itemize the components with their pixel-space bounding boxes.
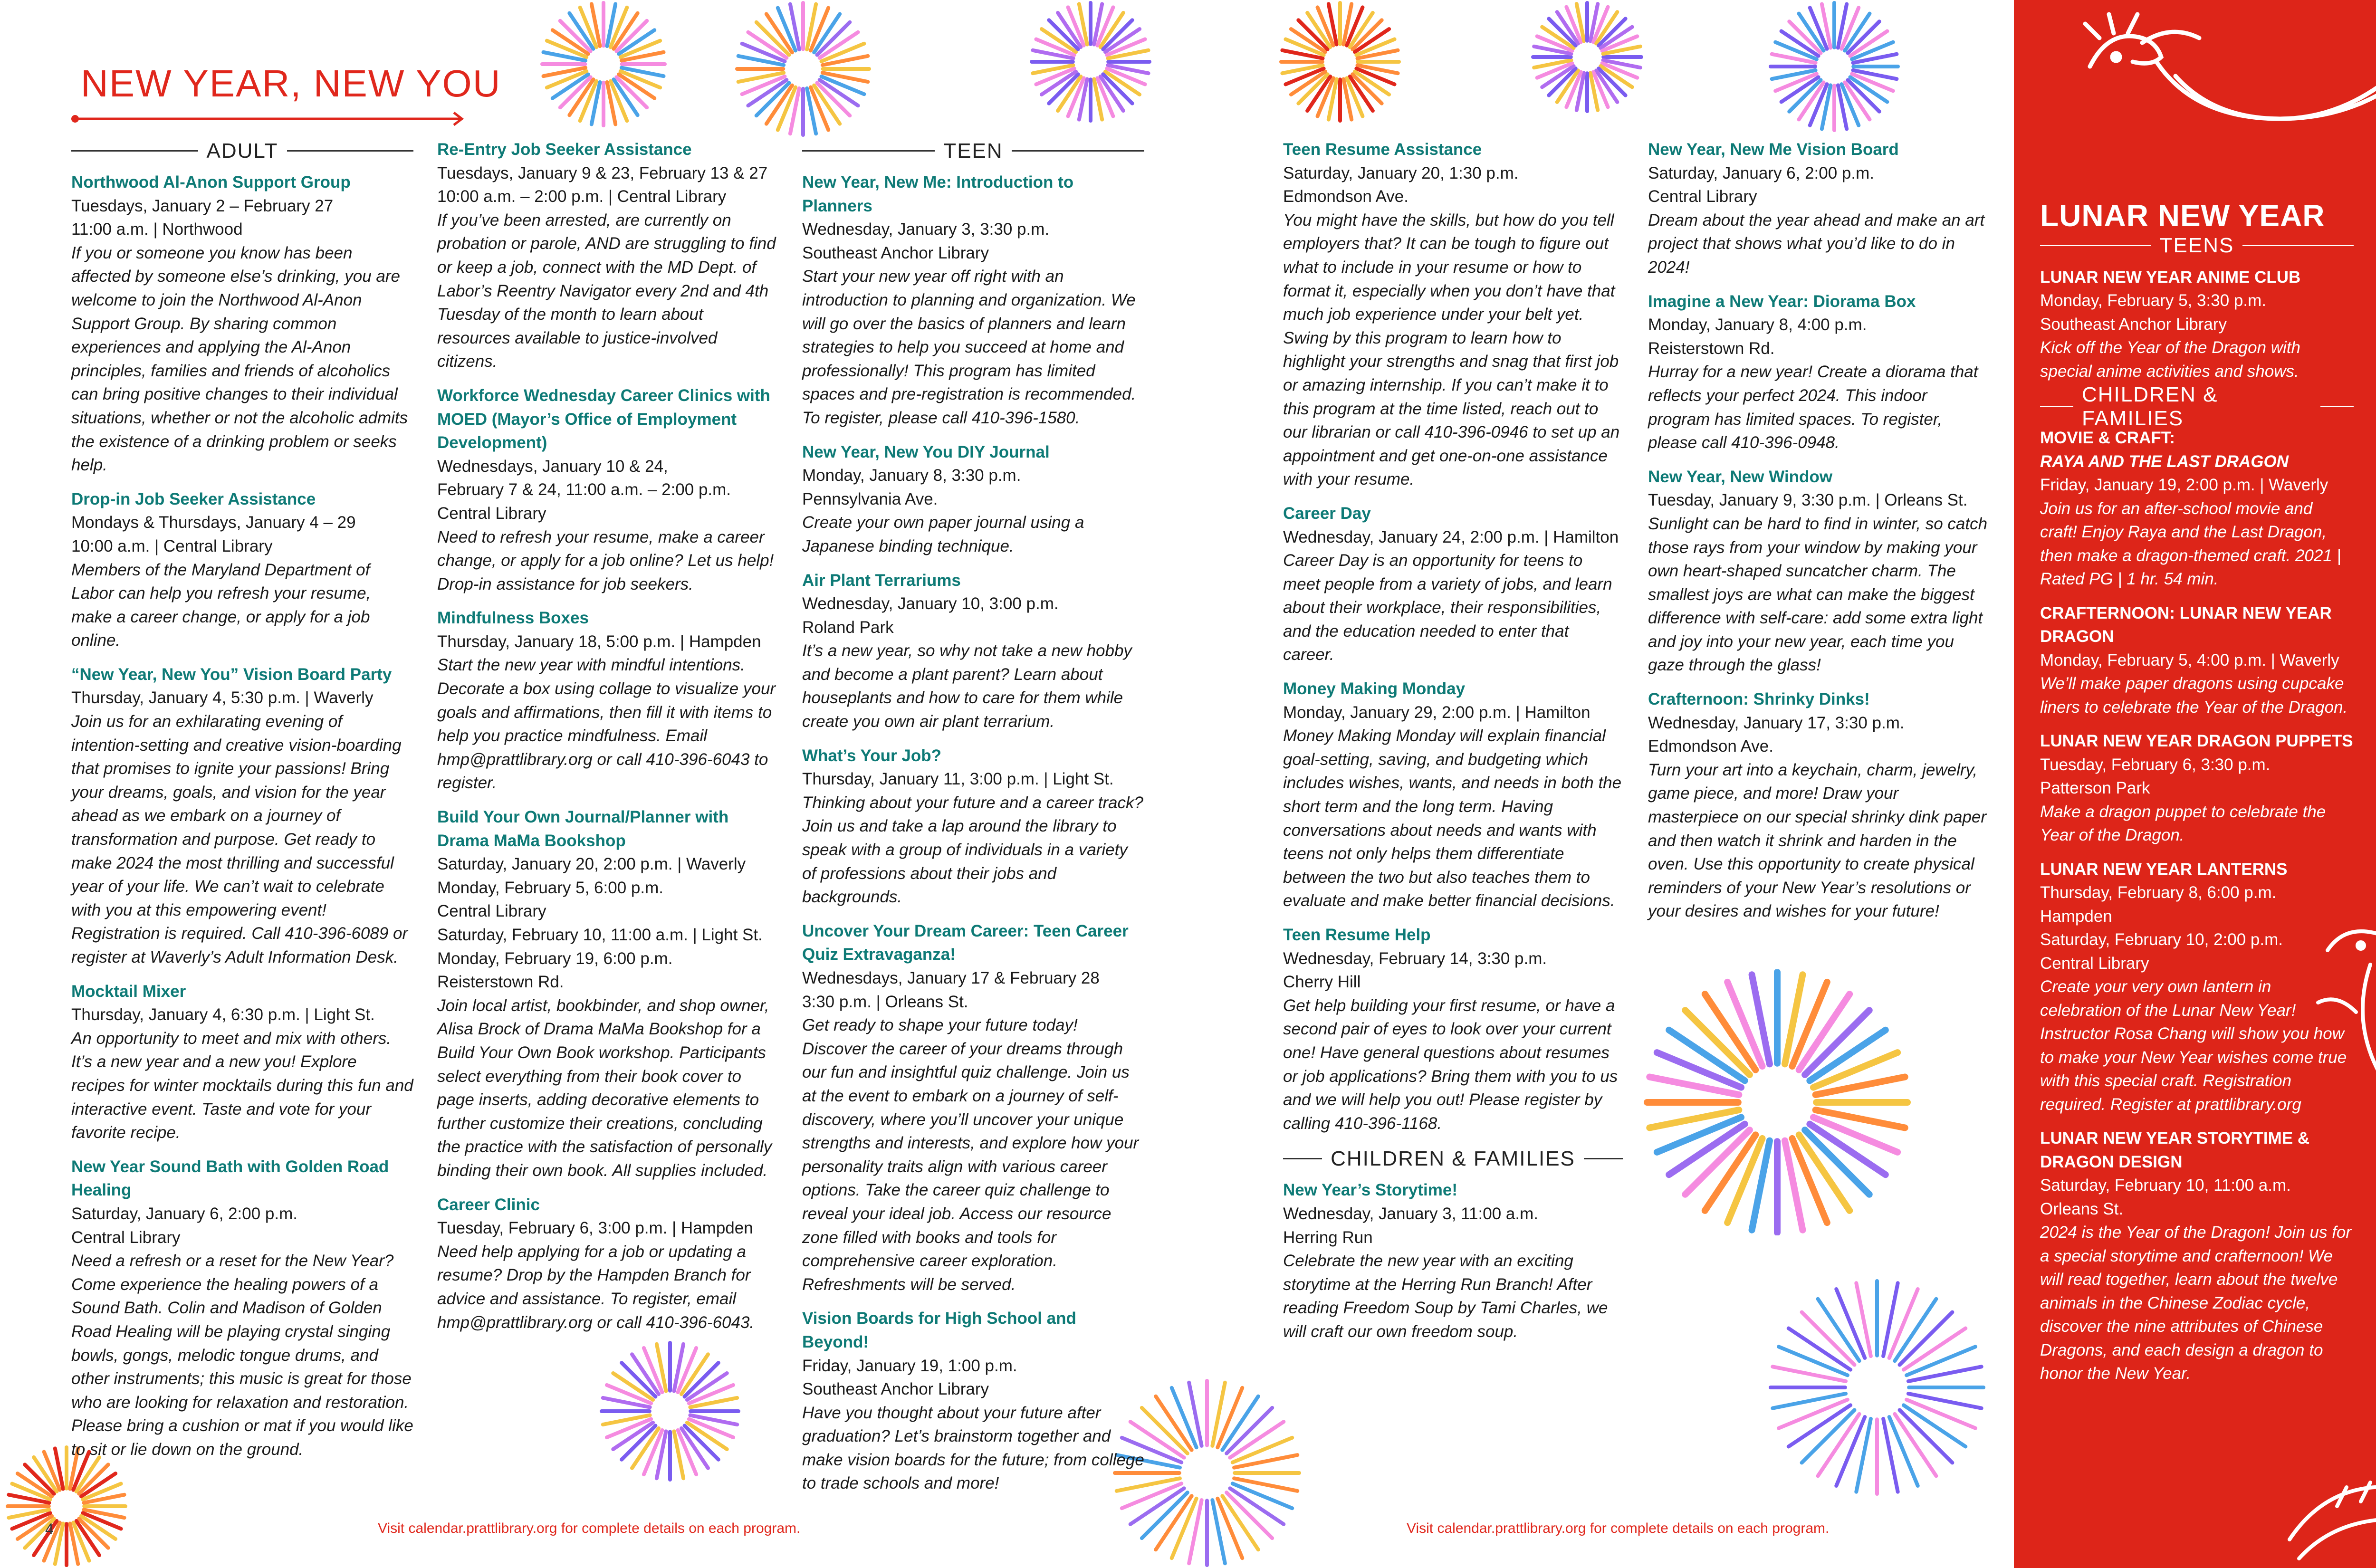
event-detail: 10:00 a.m. | Central Library <box>71 536 273 555</box>
firework-icon <box>599 1340 741 1482</box>
event-item <box>437 384 779 596</box>
event-detail: Mondays & Thursdays, January 4 – 29 <box>71 513 356 532</box>
event-item <box>71 980 413 1145</box>
event-description: Need to refresh your resume, make a career change, or apply for a job online? Let us help! Drop-in assistance for job seekers. <box>437 527 774 593</box>
event-item <box>802 171 1144 430</box>
event-title[interactable]: New Year, New Me: Introduction to Planners <box>802 173 1074 215</box>
event-detail: Wednesday, January 3, 11:00 a.m. <box>1283 1204 1538 1223</box>
event-title[interactable]: Crafternoon: Shrinky Dinks! <box>1648 690 1870 709</box>
lunar-new-year-panel <box>2014 0 2376 1568</box>
column-teen-1 <box>802 138 1144 1506</box>
event-title[interactable]: Teen Resume Assistance <box>1283 140 1482 159</box>
event-detail: Wednesday, January 3, 3:30 p.m. <box>802 220 1050 239</box>
event-description: Members of the Maryland Department of Labor can help you refresh your resume, make a career change, or apply for a job online. <box>71 560 371 650</box>
firework-icon <box>1245 0 1435 124</box>
event-title[interactable]: What’s Your Job? <box>802 746 941 765</box>
event-item <box>1283 677 1623 913</box>
event-item <box>1648 290 1988 455</box>
arrow-icon <box>71 112 466 126</box>
event-detail: Tuesday, February 6, 3:00 p.m. | Hampden <box>437 1219 753 1238</box>
event-title[interactable]: Career Day <box>1283 504 1371 523</box>
event-detail: Wednesdays, January 17 & February 28 <box>802 969 1100 987</box>
event-detail: Hampden <box>2040 907 2112 926</box>
event-detail: Monday, January 8, 4:00 p.m. <box>1648 316 1867 335</box>
event-detail: Saturday, February 10, 2:00 p.m. <box>2040 930 2283 949</box>
event-detail: Monday, February 5, 6:00 p.m. <box>437 878 663 897</box>
event-description: Get help building your first resume, or have a second pair of eyes to look over your current one! Have general questions about resumes or job applications? Bring them with you to us and we will help you out! Please register by calling 410-396-1168. <box>1283 996 1618 1133</box>
column-adult-1 <box>71 138 413 1472</box>
event-item <box>2040 1127 2354 1386</box>
event-description: An opportunity to meet and mix with others. It’s a new year and a new you! Explore recipes for winter mocktails during this fun and interactive event. Taste and vote for your favorite recipe. <box>71 1029 413 1142</box>
event-title[interactable]: New Year, New You DIY Journal <box>802 442 1050 461</box>
event-detail: Reisterstown Rd. <box>1648 339 1775 358</box>
section-label: TEENS <box>2159 234 2234 258</box>
event-description: Career Day is an opportunity for teens to meet people from a variety of jobs, and learn about their workplace, their responsibilities, and the education needed to enter that career. <box>1283 551 1612 664</box>
event-detail: Tuesdays, January 9 & 23, February 13 & 27 <box>437 163 768 182</box>
event-description: Create your own paper journal using a Japanese binding technique. <box>802 513 1084 555</box>
event-detail: 3:30 p.m. | Orleans St. <box>802 992 968 1011</box>
dragon-icon <box>2280 1463 2376 1568</box>
event-detail: Edmondson Ave. <box>1648 737 1773 756</box>
event-item <box>1283 1178 1623 1343</box>
event-detail: Central Library <box>71 1228 181 1247</box>
event-detail: Central Library <box>437 504 546 523</box>
firework-icon <box>1012 0 1169 124</box>
event-title[interactable]: Workforce Wednesday Career Clinics with MOED (Mayor’s Office of Employment Development) <box>437 386 770 452</box>
page-title: NEW YEAR, NEW YOU <box>81 62 501 105</box>
event-detail: Monday, February 5, 4:00 p.m. | Waverly <box>2040 650 2339 669</box>
event-title[interactable]: New Year Sound Bath with Golden Road Healing <box>71 1157 389 1200</box>
event-description: Need help applying for a job or updating a resume? Drop by the Hampden Branch for advice and assistance. To register, email hmp@prattlibrary.org or call 410-396-6043. <box>437 1242 755 1332</box>
event-description: Hurray for a new year! Create a diorama that reflects your perfect 2024. This indoor program has limited spaces. To register, please call 410-396-0948. <box>1648 363 1978 452</box>
event-description: Join us for an after-school movie and craft! Enjoy Raya and the Last Dragon, then make a dragon-themed craft. 2021 | Rated PG | 1 hr. 54 min. <box>2040 499 2341 588</box>
event-title[interactable]: LUNAR NEW YEAR STORYTIME & DRAGON DESIGN <box>2040 1129 2310 1171</box>
lunar-content <box>2040 199 2354 1396</box>
event-item <box>437 805 779 1183</box>
event-title[interactable]: Build Your Own Journal/Planner with Drama MaMa Bookshop <box>437 808 729 850</box>
event-detail: Saturday, January 6, 2:00 p.m. <box>1648 163 1875 182</box>
firework-icon <box>713 0 893 138</box>
event-description: Start the new year with mindful intentions. Decorate a box using collage to visualize your goals and affirmations, then fill it with items to help you practice mindfulness. Email hmp@prattlibrary.org or call 410-396-6043 to register. <box>437 656 776 793</box>
event-detail: Southeast Anchor Library <box>802 243 989 262</box>
event-detail: Central Library <box>1648 187 1757 206</box>
event-title[interactable]: Drop-in Job Seeker Assistance <box>71 489 316 508</box>
event-item <box>71 488 413 652</box>
event-item <box>2040 602 2354 719</box>
event-title[interactable]: “New Year, New You” Vision Board Party <box>71 665 392 684</box>
event-detail: Thursday, January 18, 5:00 p.m. | Hampden <box>437 632 761 651</box>
event-detail: Tuesday, February 6, 3:30 p.m. <box>2040 755 2271 774</box>
event-title[interactable]: New Year, New Me Vision Board <box>1648 140 1899 159</box>
event-detail: Herring Run <box>1283 1228 1373 1247</box>
event-item <box>1283 138 1623 491</box>
event-description: Turn your art into a keychain, charm, jewelry, game piece, and more! Draw your masterpiece on our special shrinky dink paper and then watch it shrink and harden in the oven. Use this opportunity to create physical reminders of your New Year’s resolutions or your desires and wishes for your future! <box>1648 760 1987 921</box>
column-teen-2 <box>1283 138 1623 1354</box>
event-detail: 10:00 a.m. – 2:00 p.m. | Central Library <box>437 187 727 206</box>
dragon-icon <box>2071 10 2376 181</box>
event-description: Money Making Monday will explain financial goal-setting, saving, and budgeting which includes wishes, wants, and needs in both the short term and the long term. Having conversations about needs and wants with teens not only helps them differentiate between the two but also teaches them to evaluate and make better financial decisions. <box>1283 727 1622 910</box>
event-detail: Friday, January 19, 1:00 p.m. <box>802 1356 1017 1375</box>
section-header-teens <box>2040 233 2354 259</box>
event-description: Kick off the Year of the Dragon with special anime activities and shows. <box>2040 338 2301 381</box>
event-item <box>437 606 779 795</box>
event-title[interactable]: Vision Boards for High School and Beyond! <box>802 1309 1076 1351</box>
event-description: Make a dragon puppet to celebrate the Year of the Dragon. <box>2040 802 2326 844</box>
event-detail: Central Library <box>2040 954 2149 973</box>
event-item <box>1283 923 1623 1135</box>
event-description: It’s a new year, so why not take a new hobby and become a plant parent? Learn about houseplants and how to care for them while create you own air plant terrarium. <box>802 641 1132 731</box>
event-detail: Monday, January 8, 3:30 p.m. <box>802 466 1021 485</box>
event-description: If you or someone you know has been affected by someone else’s drinking, you are welcome to join the Northwood Al-Anon Support Group. By sharing common experiences and applying the Al-Anon principles, families and friends of alcoholics can bring positive changes to their individual situations, whether or not the alcoholic admits the existence of a drinking problem or seeks help. <box>71 243 408 475</box>
event-detail: Thursday, January 4, 5:30 p.m. | Waverly <box>71 688 374 708</box>
event-detail: Saturday, January 20, 1:30 p.m. <box>1283 163 1519 182</box>
event-title[interactable]: Air Plant Terrariums <box>802 571 961 590</box>
event-item <box>71 1155 413 1462</box>
event-detail: Orleans St. <box>2040 1199 2124 1218</box>
event-title[interactable]: New Year’s Storytime! <box>1283 1181 1458 1200</box>
event-title[interactable]: Imagine a New Year: Diorama Box <box>1648 292 1916 311</box>
event-item <box>1283 502 1623 667</box>
event-title[interactable]: LUNAR NEW YEAR LANTERNS <box>2040 860 2288 879</box>
event-description: Sunlight can be hard to find in winter, so catch those rays from your window by making your own heart-shaped suncatcher charm. The smallest joys are what can make the biggest difference with self-care: add some extra light and joy into your new year, each time you gaze through the glass! <box>1648 514 1988 675</box>
firework-icon <box>1768 1273 1986 1501</box>
event-title[interactable]: Money Making Monday <box>1283 679 1466 698</box>
firework-icon <box>1521 0 1654 114</box>
event-detail: Cherry Hill <box>1283 973 1361 992</box>
event-title[interactable]: Uncover Your Dream Career: Teen Career Quiz Extravaganza! <box>802 921 1129 964</box>
section-header-children <box>2040 383 2354 430</box>
lunar-heading: LUNAR NEW YEAR <box>2040 199 2325 233</box>
event-detail: Friday, January 19, 2:00 p.m. | Waverly <box>2040 476 2328 494</box>
event-detail: Monday, January 29, 2:00 p.m. | Hamilton <box>1283 703 1590 722</box>
event-detail: Thursday, January 4, 6:30 p.m. | Light St. <box>71 1005 375 1024</box>
event-detail: Southeast Anchor Library <box>2040 315 2227 334</box>
event-detail: Monday, February 5, 3:30 p.m. <box>2040 291 2266 310</box>
event-description: Dream about the year ahead and make an art project that shows what you’d like to do in 2024! <box>1648 210 1985 277</box>
event-item <box>2040 729 2354 847</box>
event-description: Get ready to shape your future today! Discover the career of your dreams through our fun and insightful quiz challenge. Join us at the event to embark on a journey of self-discovery, where you’ll uncover your unique strengths and interests, and explore how your personality traits align with various career options. Take the career quiz challenge to reveal your ideal job. Access our resource zone filled with books and tools for comprehensive career exploration. Refreshments will be served. <box>802 1016 1139 1294</box>
event-detail: Wednesday, February 14, 3:30 p.m. <box>1283 949 1547 968</box>
event-title[interactable]: MOVIE & CRAFT: <box>2040 429 2175 447</box>
event-title[interactable]: LUNAR NEW YEAR DRAGON PUPPETS <box>2040 732 2353 750</box>
section-label: CHILDREN & FAMILIES <box>2082 383 2218 430</box>
event-description: If you’ve been arrested, are currently on probation or parole, AND are struggling to find or keep a job, connect with the MD Dept. of Labor’s Reentry Navigator every 2nd and 4th Tuesday of the month to learn about resources available to justice-involved citizens. <box>437 210 776 371</box>
section-header-teen <box>802 138 1144 164</box>
event-item <box>2040 426 2354 591</box>
event-description: Thinking about your future and a career track? Join us and take a lap around the library to speak with a group of individuals in a variety of professions about their jobs and backgrounds. <box>802 793 1143 907</box>
event-item <box>71 171 413 477</box>
footer-link-right[interactable]: Visit calendar.prattlibrary.org for complete details on each program. <box>1407 1520 1830 1536</box>
event-item <box>802 440 1144 558</box>
event-item <box>2040 858 2354 1117</box>
event-item <box>437 1193 779 1335</box>
event-detail: Tuesdays, January 2 – February 27 <box>71 196 334 215</box>
section-header-adult <box>71 138 413 164</box>
event-title[interactable]: Re-Entry Job Seeker Assistance <box>437 140 692 159</box>
event-description: Have you thought about your future after graduation? Let’s brainstorm together and make vision boards for the future; from college to trade schools and more! <box>802 1403 1144 1493</box>
firework-icon <box>523 0 684 128</box>
event-detail: Saturday, January 6, 2:00 p.m. <box>71 1204 298 1223</box>
section-header-children <box>1283 1146 1623 1172</box>
event-detail: Patterson Park <box>2040 779 2150 797</box>
event-title[interactable]: Career Clinic <box>437 1195 540 1214</box>
column-teen-3 <box>1648 138 1988 934</box>
event-description: Start your new year off right with an introduction to planning and organization. We will go over the basics of planners and learn strategies to help you succeed at home and professionally! This program has limited spaces and pre-registration is recommended. To register, please call 410-396-1580. <box>802 267 1136 427</box>
event-detail: Wednesdays, January 10 & 24, <box>437 457 668 476</box>
event-description: Join us for an exhilarating evening of intention-setting and creative vision-boarding that promises to ignite your passions! Bring your dreams, goals, and vision for the year ahead as we embark on a journey of transformation and purpose. Get ready to make 2024 the most thrilling and successful year of your life. We can’t wait to celebrate with you at this empowering event! Registration is required. Call 410-396-6089 or register at Waverly’s Adult Information Desk. <box>71 712 408 966</box>
event-item <box>437 138 779 373</box>
event-title[interactable]: LUNAR NEW YEAR ANIME CLUB <box>2040 268 2301 287</box>
event-description: Need a refresh or a reset for the New Year? Come experience the healing powers of a Sound Bath. Colin and Madison of Golden Road Healing will be playing crystal singing bowls, gongs, melodic tongue drums, and other instruments; this music is great for those who are looking for relaxation and restoration. Please bring a cushion or mat if you would like to sit or lie down on the ground. <box>71 1252 413 1459</box>
section-label: ADULT <box>206 139 278 163</box>
event-title[interactable]: New Year, New Window <box>1648 467 1833 486</box>
event-description: Create your very own lantern in celebration of the Lunar New Year! Instructor Rosa Chang will show you how to make your New Year wishes come true with this special craft. Registration required. Register at prattlibrary.org <box>2040 977 2347 1114</box>
event-detail: Saturday, February 10, 11:00 a.m. | Light St. <box>437 926 763 944</box>
event-detail: Southeast Anchor Library <box>802 1380 989 1399</box>
column-adult-2 <box>437 138 779 1345</box>
event-item <box>71 663 413 969</box>
event-detail: Reisterstown Rd. <box>437 973 564 992</box>
event-subtitle: RAYA AND THE LAST DRAGON <box>2040 452 2289 471</box>
event-title[interactable]: Northwood Al-Anon Support Group <box>71 173 351 191</box>
event-item <box>1648 465 1988 677</box>
event-title[interactable]: Teen Resume Help <box>1283 926 1431 944</box>
event-detail: Wednesday, January 24, 2:00 p.m. | Hamilton <box>1283 527 1619 546</box>
event-item <box>2040 266 2354 383</box>
section-label: TEEN <box>943 139 1003 163</box>
event-detail: Wednesday, January 10, 3:00 p.m. <box>802 594 1059 613</box>
event-description: Celebrate the new year with an exciting storytime at the Herring Run Branch! After reading Freedom Soup by Tami Charles, we will craft our own freedom soup. <box>1283 1252 1608 1341</box>
event-description: 2024 is the Year of the Dragon! Join us for a special storytime and crafternoon! We will read together, learn about the twelve animals in the Chinese Zodiac cycle, discover the nine attributes of Chinese Dragons, and each design a dragon to honor the New Year. <box>2040 1223 2352 1383</box>
event-detail: Saturday, February 10, 11:00 a.m. <box>2040 1176 2291 1195</box>
event-item <box>802 919 1144 1297</box>
event-description: You might have the skills, but how do you tell employers that? It can be tough to figure out what to include in your resume or how to format it, especially when you don’t have that much job experience under your belt yet. Swing by this program to learn how to highlight your strengths and snag that first job or amazing internship. If you can’t make it to this program at the time listed, reach out to our librarian or call 410-396-0946 to set up an appointment and get one-on-one assistance with your resume. <box>1283 210 1620 489</box>
event-description: Join local artist, bookbinder, and shop owner, Alisa Brock of Drama MaMa Bookshop for a Build Your Own Book workshop. Participants select everything from their book cover to page inserts, adding decorative elements to further customize their creations, concluding the practice with the satisfaction of personally binding their own book. All supplies included. <box>437 996 772 1180</box>
event-detail: Tuesday, January 9, 3:30 p.m. | Orleans St. <box>1648 491 1968 510</box>
event-title[interactable]: CRAFTERNOON: LUNAR NEW YEAR DRAGON <box>2040 603 2332 646</box>
footer-link-left[interactable]: Visit calendar.prattlibrary.org for complete details on each program. <box>378 1520 801 1536</box>
page-number: 4 <box>45 1520 54 1538</box>
event-detail: Pennsylvania Ave. <box>802 489 938 508</box>
event-detail: 11:00 a.m. | Northwood <box>71 220 243 239</box>
event-item <box>802 1307 1144 1495</box>
event-item <box>1648 688 1988 923</box>
event-detail: Monday, February 19, 6:00 p.m. <box>437 949 673 968</box>
event-detail: February 7 & 24, 11:00 a.m. – 2:00 p.m. <box>437 480 731 499</box>
event-detail: Roland Park <box>802 618 894 637</box>
firework-icon <box>1701 0 1967 133</box>
section-label: CHILDREN & FAMILIES <box>1331 1147 1575 1171</box>
event-detail: Thursday, January 11, 3:00 p.m. | Light St. <box>802 770 1114 789</box>
event-item <box>802 569 1144 734</box>
event-detail: Wednesday, January 17, 3:30 p.m. <box>1648 713 1905 732</box>
event-detail: Thursday, February 8, 6:00 p.m. <box>2040 883 2277 902</box>
event-description: We’ll make paper dragons using cupcake liners to celebrate the Year of the Dragon. <box>2040 674 2348 717</box>
event-detail: Central Library <box>437 902 546 921</box>
event-title[interactable]: Mindfulness Boxes <box>437 609 589 628</box>
event-title[interactable]: Mocktail Mixer <box>71 982 186 1001</box>
event-detail: Edmondson Ave. <box>1283 187 1408 206</box>
event-detail: Saturday, January 20, 2:00 p.m. | Waverly <box>437 855 746 874</box>
event-item <box>802 744 1144 909</box>
event-item <box>1648 138 1988 279</box>
firework-icon <box>1635 969 1920 1235</box>
